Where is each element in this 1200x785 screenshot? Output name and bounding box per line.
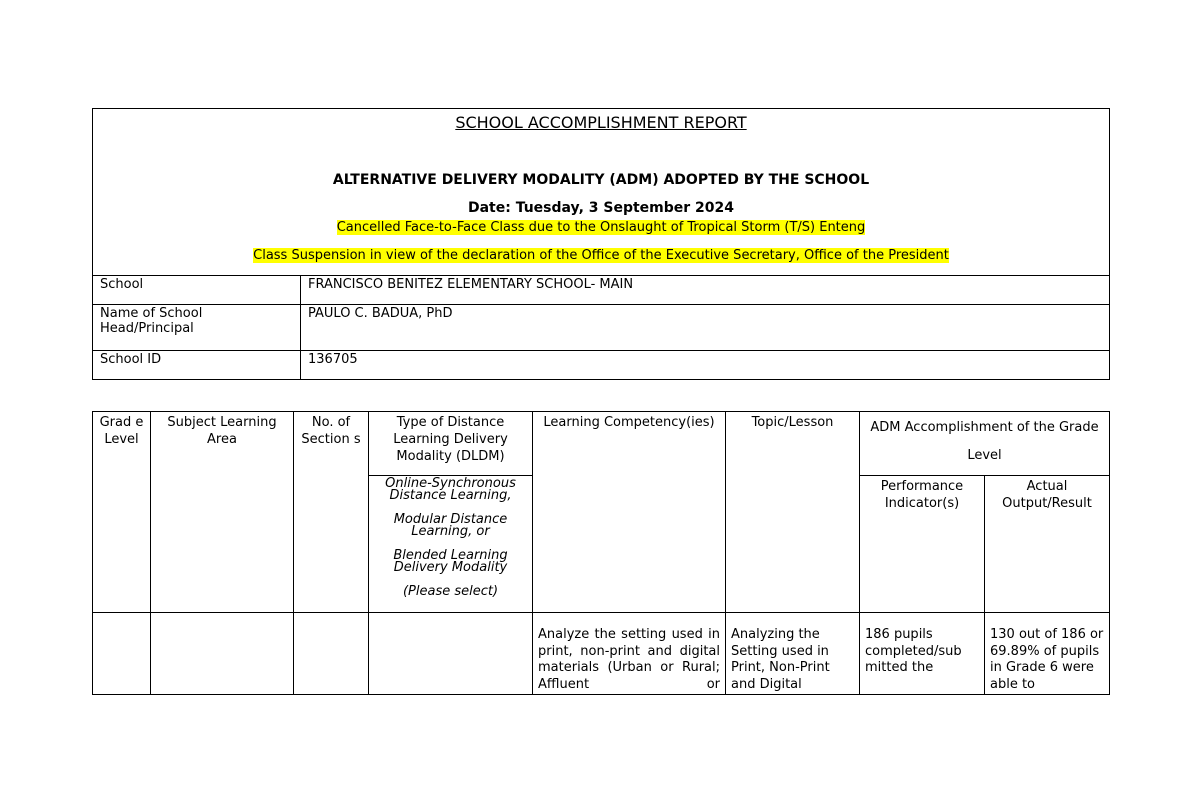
header-dldm: Type of Distance Learning Delivery Modality (DLDM) <box>369 412 533 476</box>
principal-label: Name of School Head/Principal <box>93 305 301 351</box>
report-date: Date: Tuesday, 3 September 2024 <box>467 200 735 216</box>
dldm-option-modular: Modular Distance Learning, or <box>393 512 508 539</box>
adm-accomplishment-table <box>92 411 1110 695</box>
header-topic: Topic/Lesson <box>726 412 860 613</box>
principal-value: PAULO C. BADUA, PhD <box>301 305 1110 351</box>
school-id-label: School ID <box>93 351 301 380</box>
report-subtitle: ALTERNATIVE DELIVERY MODALITY (ADM) ADOPTED BY THE SCHOOL <box>332 172 870 188</box>
dldm-option-blended: Blended Learning Delivery Modality <box>393 548 508 575</box>
school-value: FRANCISCO BENITEZ ELEMENTARY SCHOOL- MAIN <box>301 276 1110 305</box>
header-sections: No. of Section s <box>294 412 369 613</box>
header-grade-level: Grad e Level <box>93 412 151 613</box>
dldm-please-select: (Please select) <box>402 584 499 599</box>
cell-performance: 186 pupils completed/sub mitted the <box>860 613 985 695</box>
header-adm-accomplishment: ADM Accomplishment of the Grade Level <box>860 412 1110 476</box>
dldm-options-cell <box>369 476 533 613</box>
cell-sections <box>294 613 369 695</box>
notice-class-suspension: Class Suspension in view of the declaration of the Office of the Executive Secretary, Office of the President <box>253 248 949 263</box>
cell-grade-level <box>93 613 151 695</box>
cell-dldm <box>369 613 533 695</box>
report-title: SCHOOL ACCOMPLISHMENT REPORT <box>455 113 747 132</box>
header-subject: Subject Learning Area <box>151 412 294 613</box>
report-title-cell <box>93 109 1110 276</box>
school-label: School <box>93 276 301 305</box>
header-competency: Learning Competency(ies) <box>533 412 726 613</box>
cell-competency: Analyze the setting used in print, non-print and digital materials (Urban or Rural; Affluent or <box>533 613 726 695</box>
cell-subject <box>151 613 294 695</box>
header-performance-indicator: Performance Indicator(s) <box>860 476 985 613</box>
notice-cancelled-class: Cancelled Face-to-Face Class due to the Onslaught of Tropical Storm (T/S) Enteng <box>336 220 866 235</box>
school-id-value: 136705 <box>301 351 1110 380</box>
header-actual-output: Actual Output/Result <box>985 476 1110 613</box>
cell-topic: Analyzing the Setting used in Print, Non-Print and Digital <box>726 613 860 695</box>
dldm-option-online: Online-Synchronous Distance Learning, <box>385 476 516 503</box>
report-header-table <box>92 108 1110 380</box>
cell-output: 130 out of 186 or 69.89% of pupils in Grade 6 were able to <box>985 613 1110 695</box>
